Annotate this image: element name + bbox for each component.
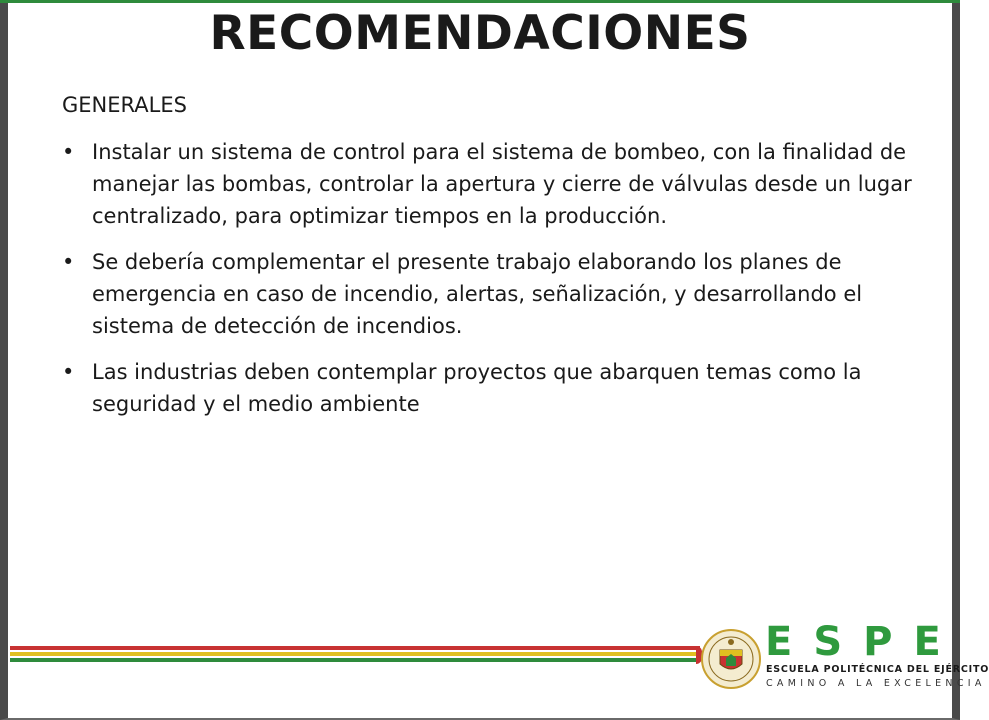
school-motto: CAMINO A LA EXCELENCIA	[766, 678, 986, 689]
list-item	[62, 356, 912, 420]
espe-seal-icon	[700, 628, 762, 690]
footer-stripes	[10, 646, 700, 664]
bullet-list	[62, 136, 912, 420]
list-item	[62, 246, 912, 342]
bullet-text: Las industrias deben contemplar proyectos que abarquen temas como la seguridad y el medio ambiente	[92, 360, 862, 416]
slide-content	[62, 88, 912, 434]
bullet-icon: •	[62, 140, 75, 164]
list-item	[62, 136, 912, 232]
section-heading: GENERALES	[62, 93, 187, 117]
bullet-icon: •	[62, 250, 75, 274]
bullet-icon: •	[62, 360, 75, 384]
school-name: ESCUELA POLITÉCNICA DEL EJÉRCITO	[766, 664, 989, 675]
slide-title: RECOMENDACIONES	[209, 6, 751, 61]
stripe-yellow	[10, 652, 700, 656]
bullet-text: Se debería complementar el presente trabajo elaborando los planes de emergencia en caso de incendio, alertas, señalización, y desarrollando el sistema de detección de incendios.	[92, 250, 863, 338]
bullet-text: Instalar un sistema de control para el sistema de bombeo, con la finalidad de manejar las bombas, controlar la apertura y cierre de válvulas desde un lugar centralizado, para optimizar tiempos en la producción.	[92, 140, 912, 228]
top-accent-line	[0, 0, 960, 3]
espe-logo-wordmark: ESPE	[765, 619, 962, 665]
stripe-green	[10, 658, 700, 662]
stripe-red	[10, 646, 700, 650]
